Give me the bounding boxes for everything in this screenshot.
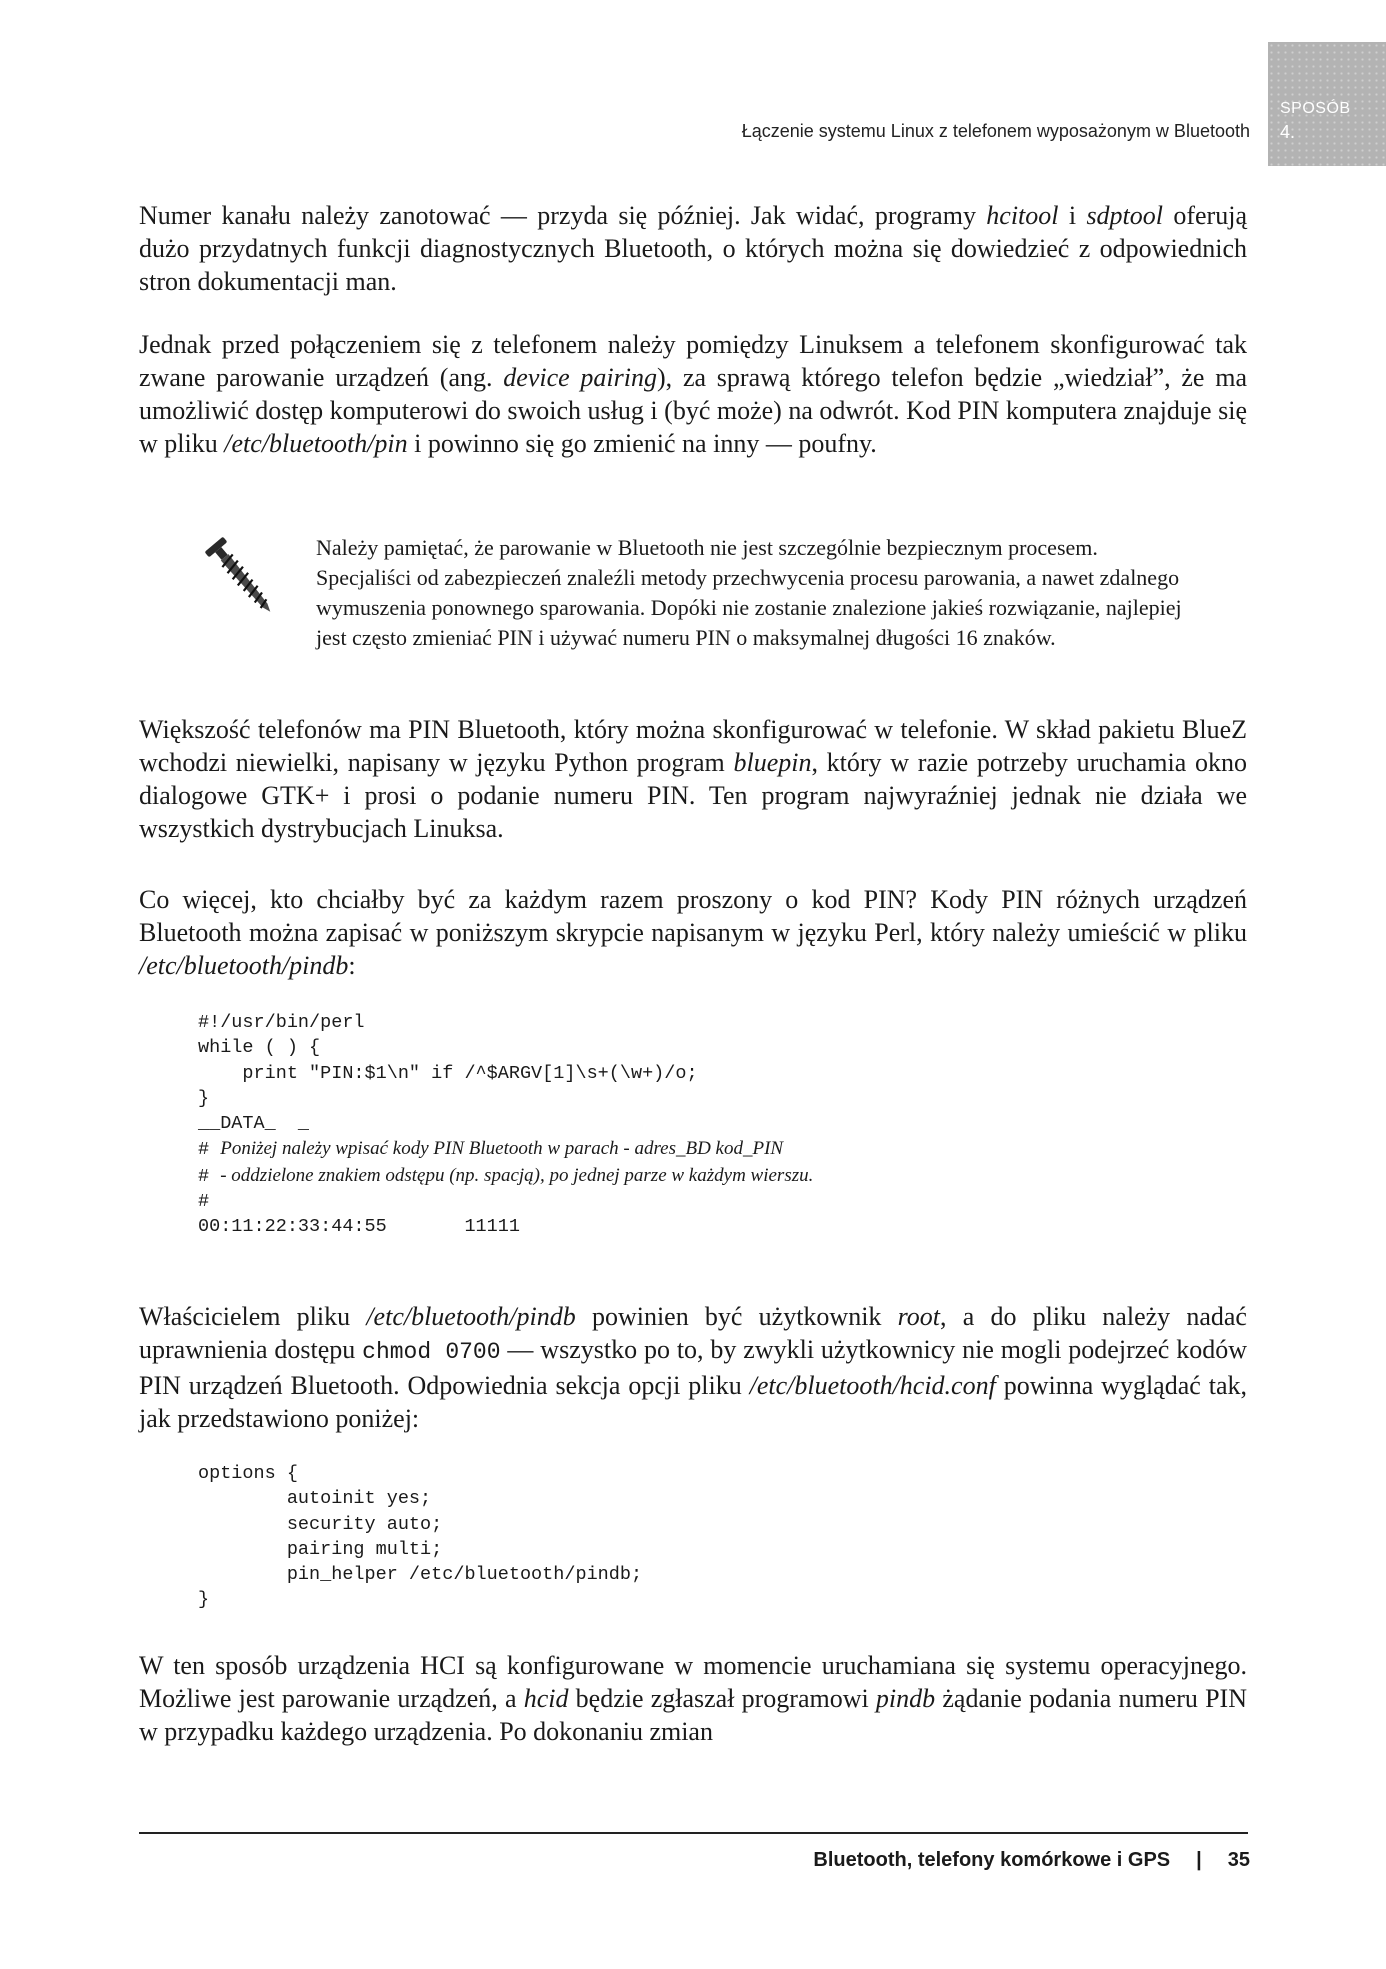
comment-hash: # (198, 1139, 221, 1161)
code-line: # (198, 1191, 210, 1213)
paragraph-3 (139, 713, 1247, 845)
term: device pairing (503, 363, 658, 392)
text: , który w razie potrzeby uruchamia okno dialogowe GTK+ i prosi o podanie numeru PIN. Ten program najwyraźniej jednak nie działa we wszystkich dystrybucjach Linuksa. (139, 748, 1247, 843)
chapter-tab-number: 4. (1280, 122, 1296, 142)
page-number: 35 (1227, 1849, 1250, 1871)
program-name: sdptool (1086, 201, 1164, 230)
page-footer (813, 1849, 1250, 1872)
hcid-config-code-block (198, 1461, 642, 1613)
code-line: autoinit yes; (198, 1488, 432, 1510)
program-name: pindb (875, 1684, 936, 1713)
comment-text: - oddzielone znakiem odstępu (np. spacją), po jednej parze w każdym wierszu. (220, 1164, 814, 1186)
perl-code-block (198, 1010, 813, 1240)
code-comment-line (198, 1136, 813, 1162)
program-name: hcid (523, 1684, 569, 1713)
footer-separator: | (1196, 1849, 1202, 1871)
text: i (1058, 201, 1087, 230)
paragraph-4 (139, 883, 1247, 982)
text: ), za sprawą którego telefon będzie „wiedział”, że ma umożliwić dostęp komputerowi do swoich usług i (być może) na odwrót. Kod PIN komputera znajduje się w pliku (139, 363, 1247, 458)
user-name: root (897, 1302, 941, 1331)
paragraph-6 (139, 1649, 1247, 1748)
text: W ten sposób urządzenia HCI są konfigurowane w momencie uruchamiana się systemu operacyjnego. Możliwe jest parowanie urządzeń, a (139, 1651, 1247, 1713)
inline-command: chmod 0700 (362, 1339, 501, 1365)
file-path: /etc/bluetooth/pindb (366, 1302, 576, 1331)
file-path: /etc/bluetooth/pin (224, 429, 408, 458)
text: : (348, 951, 356, 980)
footer-rule (139, 1832, 1248, 1834)
code-line: } (198, 1087, 210, 1109)
book-title: Bluetooth, telefony komórkowe i GPS (813, 1849, 1171, 1871)
comment-text: Poniżej należy wpisać kody PIN Bluetooth w parach - adres_BD kod_PIN (220, 1138, 784, 1160)
program-name: bluepin (733, 748, 812, 777)
paragraph-5 (139, 1300, 1247, 1435)
text: Numer kanału należy zanotować — przyda się później. Jak widać, programy (139, 201, 987, 230)
code-line: print "PIN:$1\n" if /^$ARGV[1]\s+(\w+)/o; (198, 1062, 698, 1084)
chapter-tab (1268, 42, 1386, 166)
code-line: pairing multi; (198, 1538, 443, 1560)
note-text: Należy pamiętać, że parowanie w Bluetooth nie jest szczególnie bezpiecznym procesem. Specjaliści od zabezpieczeń znaleźli metody przechwycenia procesu parowania, a nawet zdalnego wymuszenia ponownego sparowania. Dopóki nie zostanie znalezione jakieś rozwiązanie, najlepiej jest często zmieniać PIN i używać numeru PIN o maksymalnej długości 16 znaków. (316, 535, 1182, 650)
code-line: security auto; (198, 1513, 443, 1535)
code-line: } (198, 1589, 210, 1611)
screw-icon (205, 532, 280, 624)
code-line: while ( ) { (198, 1037, 321, 1059)
text: Właścicielem pliku (139, 1302, 367, 1331)
text: żądanie podania numeru PIN w przypadku każdego urządzenia. Po dokonaniu zmian (139, 1684, 1247, 1746)
text: będzie zgłaszał programowi (568, 1684, 876, 1713)
code-comment-line (198, 1163, 813, 1189)
text: Jednak przed połączeniem się z telefonem należy pomiędzy Linuksem a telefonem skonfigurować tak zwane parowanie urządzeń (ang. (139, 330, 1247, 392)
program-name: hcitool (986, 201, 1059, 230)
code-line: #!/usr/bin/perl (198, 1012, 365, 1033)
text: oferują dużo przydatnych funkcji diagnostycznych Bluetooth, o których można się dowiedzieć z odpowiednich stron dokumentacji man. (139, 201, 1247, 296)
chapter-tab-label: SPOSÓB (1280, 100, 1351, 117)
code-line: options { (198, 1463, 298, 1484)
text: , a do pliku należy nadać uprawnienia dostępu (139, 1302, 1247, 1364)
file-path: /etc/bluetooth/hcid.conf (749, 1371, 996, 1400)
paragraph-1 (139, 199, 1247, 298)
text: — wszystko po to, by zwykli użytkownicy nie mogli podejrzeć kodów PIN urządzeń Bluetooth. Odpowiednia sekcja opcji pliku (139, 1335, 1247, 1400)
comment-hash: # (198, 1165, 221, 1187)
text: Większość telefonów ma PIN Bluetooth, który można skonfigurować w telefonie. W skład pakietu BlueZ wchodzi niewielki, napisany w języku Python program (139, 715, 1247, 777)
code-line: __DATA_ _ (198, 1113, 310, 1135)
code-line: 00:11:22:33:44:55 11111 (198, 1216, 520, 1238)
paragraph-2 (139, 328, 1247, 460)
running-head: Łączenie systemu Linux z telefonem wyposażonym w Bluetooth (741, 121, 1250, 141)
text: Co więcej, kto chciałby być za każdym razem proszony o kod PIN? Kody PIN różnych urządzeń Bluetooth można zapisać w poniższym skrypcie napisanym w języku Perl, który należy umieścić w pliku (139, 885, 1247, 947)
text: powinien być użytkownik (575, 1302, 898, 1331)
text: i powinno się go zmienić na inny — poufny. (407, 429, 877, 458)
text: powinna wyglądać tak, jak przedstawiono poniżej: (139, 1371, 1247, 1433)
code-line: pin_helper /etc/bluetooth/pindb; (198, 1564, 643, 1586)
file-path: /etc/bluetooth/pindb (139, 951, 349, 980)
